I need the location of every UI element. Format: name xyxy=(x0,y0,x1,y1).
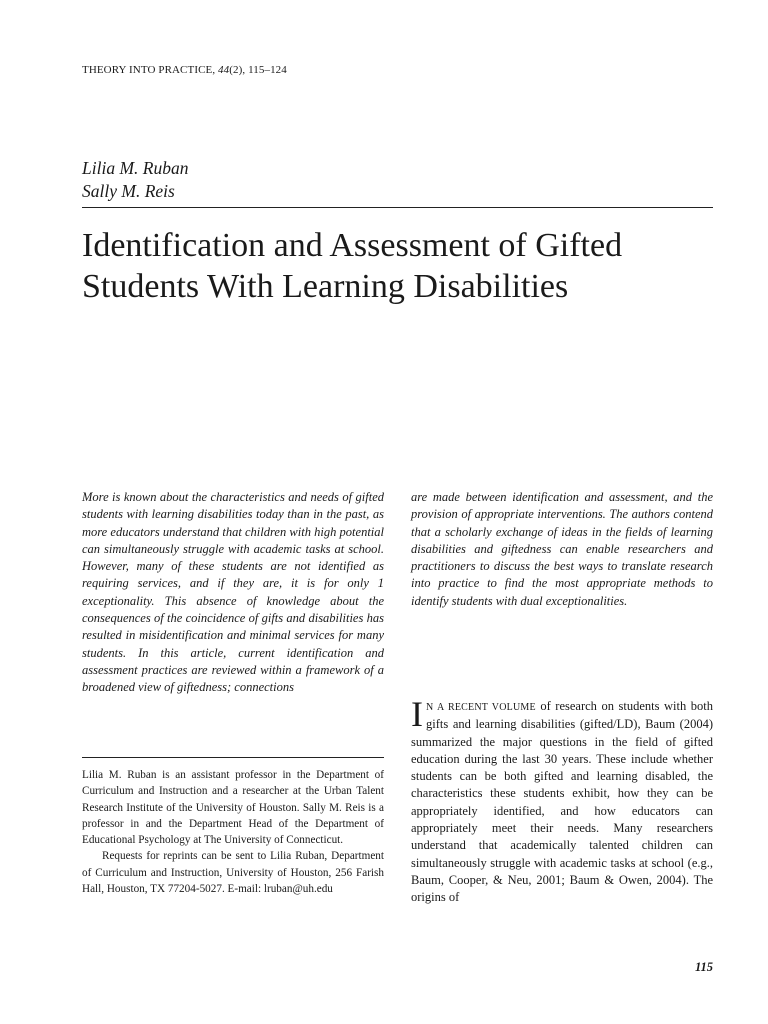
abstract-left-column: More is known about the characteristics and needs of gifted students with learning disabilities today than in the past, as more educators understand that children with high potential can simultaneously struggle with academic tasks at school. However, many of these students are not identified as requiring services, and if they are, it is for only 1 exceptionality. This absence of knowledge about the consequences of the coincidence of gifts and disabilities has resulted in misidentification and minimal services for many students. In this article, current identification and assessment practices are reviewed within a framework of a broadened view of giftedness; connections xyxy=(82,490,384,695)
footnote-divider xyxy=(82,757,384,758)
footnote-reprints: Requests for reprints can be sent to Lilia Ruban, Department of Curriculum and Instruction, University of Houston, 256 Farish Hall, Houston, TX 77204-5027. E-mail: lruban@uh.edu xyxy=(82,850,384,896)
footnote-bio: Lilia M. Ruban is an assistant professor in the Department of Curriculum and Instruction and a researcher at the Urban Talent Research Institute of the University of Houston. Sally M. Reis is a professor in and the Department Head of the Department of Educational Psychology at The University of Connecticut. xyxy=(82,769,384,847)
opening-smallcaps: N A RECENT VOLUME xyxy=(426,702,536,713)
journal-issue-pages: (2), 115–124 xyxy=(229,64,287,76)
title-divider xyxy=(82,207,713,208)
page-number: 115 xyxy=(694,960,713,974)
article-title: Identification and Assessment of Gifted Students With Learning Disabilities xyxy=(82,227,623,305)
author-list xyxy=(82,157,188,203)
body-text xyxy=(411,694,713,907)
body-paragraph: of research on students with both gifts and learning disabilities (gifted/LD), Baum (2004) summarized the major questions in the field of gifted education during the last 30 years. These include whether students can be both gifted and learning disabled, the characteristics these students exhibit, how they can be appropriately identified, and how educators can appropriately meet their needs. Many researchers understand that academically talented children can simultaneously struggle with academic tasks at school (e.g., Baum, Cooper, & Neu, 2001; Baum & Owen, 2004). The origins of xyxy=(411,699,713,905)
author-name: Lilia M. Ruban xyxy=(82,158,189,178)
journal-citation xyxy=(82,64,287,76)
drop-cap: I xyxy=(411,694,423,734)
author-name: Sally M. Reis xyxy=(82,181,175,201)
author-footnote xyxy=(82,767,384,897)
journal-name: THEORY INTO PRACTICE, xyxy=(82,64,216,76)
abstract-right-column: are made between identification and assessment, and the provision of appropriate interventions. The authors contend that a scholarly exchange of ideas in the fields of learning disabilities and giftedness can enable researchers and practitioners to discuss the best ways to translate research into practice to find the most appropriate methods to identify students with dual exceptionalities. xyxy=(411,490,713,608)
journal-volume: 44 xyxy=(218,64,230,76)
